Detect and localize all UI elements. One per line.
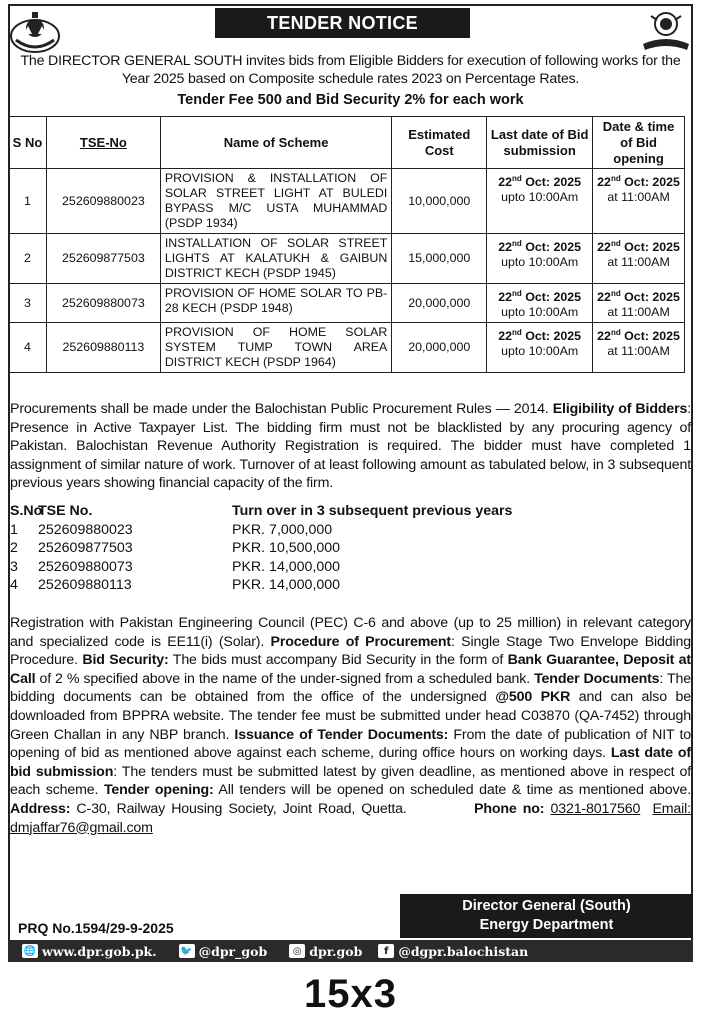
turnover-row (10, 576, 670, 595)
turnover-amount: PKR. 14,000,000 (232, 577, 341, 594)
twitter-icon: 🐦 (180, 945, 193, 957)
page-title: TENDER NOTICE (215, 8, 470, 38)
cell-tse: 252609880073 (46, 284, 160, 323)
cell-sno: 3 (9, 284, 47, 323)
submission-date: 22nd Oct: 2025 (498, 289, 582, 305)
cell-scheme: PROVISION OF HOME SOLAR TO PB-28 KECH (PSDP 1948) (160, 284, 391, 323)
header-scheme: Name of Scheme (160, 117, 391, 169)
signatory-title: Director General (South) (462, 898, 631, 914)
globe-icon: 🌐 (23, 945, 37, 957)
facebook-icon: f (378, 944, 394, 958)
cell-submission (487, 323, 593, 373)
opening-date: 22nd Oct: 2025 (597, 239, 680, 255)
cell-tse: 252609880023 (46, 169, 160, 234)
turnover-header-tse: TSE No. (38, 503, 93, 519)
turnover-sno: 4 (10, 577, 18, 594)
turnover-tse: 252609880113 (38, 577, 132, 594)
cell-cost: 20,000,000 (392, 284, 487, 323)
turnover-sno: 1 (10, 521, 18, 538)
signature-block (400, 894, 693, 938)
submission-time: upto 10:00Am (501, 305, 579, 320)
table-row (9, 234, 685, 284)
turnover-tse: 252609880023 (38, 521, 133, 538)
cell-scheme: INSTALLATION OF SOLAR STREET LIGHTS AT KALATUKH & GAIBUN DISTRICT KECH (PSDP 1945) (160, 234, 391, 284)
opening-date: 22nd Oct: 2025 (597, 174, 680, 190)
cell-submission (487, 234, 593, 284)
table-row (9, 284, 685, 323)
intro-text: The DIRECTOR GENERAL SOUTH invites bids from Eligible Bidders for execution of following works for the Year 2025 based on Composite schedule rates 2023 on Percentage Rates. (20, 53, 681, 87)
header-tse: TSE-No (46, 117, 160, 169)
cell-opening (593, 169, 685, 234)
provincial-emblem-icon (6, 6, 64, 56)
table-row (9, 323, 685, 373)
turnover-amount: PKR. 7,000,000 (232, 521, 333, 538)
turnover-header-sno: S.No (10, 503, 43, 519)
turnover-row (10, 539, 670, 558)
opening-time: at 11:00AM (607, 344, 670, 359)
procurement-paragraph: Registration with Pakistan Engineering Council (PEC) C-6 and above (up to 25 million) in relevant category and specialized code is EE11(i) (Solar). Procedure of Procurement: Single Stage Two Envelope Bidding Procedure. Bid Security: The bids must accompany Bid Security in the form of Bank Guarantee, Deposit at Call of 2 % specified above in the name of the under-signed from a scheduled bank. Tender Documents: The bidding documents can be obtained from the office of the undersigned @500 PKR and can also be downloaded from BPPRA website. The tender fee must be submitted under head C03870 (QA-7452) through Green Challan in any NBP branch. Issuance of Tender Documents: From the date of publication of NIT to opening of bid as mentioned above against each scheme, during office hours on working days. Last date of bid submission: The tenders must be submitted latest by given deadline, as mentioned above in respect of each scheme. Tender opening: All tenders will be opened on scheduled date & time as mentioned above. Address: C-30, Railway Housing Society, Joint Road, Quetta. Phone no: 0321-8017560 Email: dmjaffar76@gmail.com (10, 615, 691, 836)
cell-scheme: PROVISION OF HOME SOLAR SYSTEM TUMP TOWN AREA DISTRICT KECH (PSDP 1964) (160, 323, 391, 373)
header-sno: S No (9, 117, 47, 169)
turnover-header-amount: Turn over in 3 subsequent previous years (232, 503, 513, 519)
cell-scheme: PROVISION & INSTALLATION OF SOLAR STREET LIGHT AT BULEDI BYPASS M/C USTA MUHAMMAD (PSDP 1934) (160, 169, 391, 234)
fee-line: Tender Fee 500 and Bid Security 2% for each work (177, 92, 524, 108)
submission-time: upto 10:00Am (501, 190, 579, 205)
footer-instagram[interactable]: ◎ dpr.gob (289, 944, 362, 959)
submission-time: upto 10:00Am (501, 344, 579, 359)
works-table (8, 116, 685, 373)
cell-cost: 10,000,000 (392, 169, 487, 234)
turnover-tse: 252609877503 (38, 540, 133, 557)
footer-website[interactable]: 🌐 www.dpr.gob.pk. (23, 943, 157, 959)
social-footer (8, 940, 693, 962)
submission-date: 22nd Oct: 2025 (498, 174, 582, 190)
prq-number: PRQ No.1594/29-9-2025 (18, 920, 174, 936)
submission-date: 22nd Oct: 2025 (498, 239, 582, 255)
cell-sno: 1 (9, 169, 47, 234)
cell-tse: 252609877503 (46, 234, 160, 284)
turnover-row (10, 558, 670, 577)
submission-date: 22nd Oct: 2025 (498, 328, 582, 344)
footer-twitter[interactable]: 🐦 @dpr_gob (180, 943, 268, 959)
turnover-amount: PKR. 10,500,000 (232, 540, 341, 557)
phone-link[interactable]: 0321-8017560 (550, 800, 641, 817)
opening-time: at 11:00AM (607, 305, 670, 320)
cell-submission (487, 169, 593, 234)
eligibility-paragraph: Procurements shall be made under the Balochistan Public Procurement Rules — 2014. Eligibility of Bidders: Presence in Active Taxpayer List. The bidding firm must not be blacklisted by any procuring agency of Pakistan. Balochistan Revenue Authority Registration is required. The bidder must have completed 1 assignment of similar nature of work. Turnover of at least following amount as tabulated below, in 3 subsequent previous years showing financial capacity of the firm. (10, 401, 692, 492)
cell-opening (593, 323, 685, 373)
energy-department-emblem-icon (637, 6, 695, 56)
cell-tse: 252609880113 (46, 323, 160, 373)
cell-sno: 2 (9, 234, 47, 284)
opening-date: 22nd Oct: 2025 (597, 289, 680, 305)
opening-time: at 11:00AM (607, 190, 670, 205)
cell-cost: 15,000,000 (392, 234, 487, 284)
opening-date: 22nd Oct: 2025 (597, 328, 680, 344)
cell-opening (593, 284, 685, 323)
header-cost: Estimated Cost (392, 117, 487, 169)
turnover-tse: 252609880073 (38, 558, 133, 575)
opening-time: at 11:00AM (607, 255, 670, 270)
cell-opening (593, 234, 685, 284)
ad-size-label: 15x3 (304, 972, 397, 1016)
turnover-sno: 2 (10, 540, 18, 557)
footer-facebook[interactable]: f @dgpr.balochistan (378, 944, 528, 959)
turnover-table (10, 502, 670, 595)
turnover-sno: 3 (10, 558, 18, 575)
cell-cost: 20,000,000 (392, 323, 487, 373)
header-last-date: Last date of Bid submission (487, 117, 593, 169)
cell-sno: 4 (9, 323, 47, 373)
turnover-amount: PKR. 14,000,000 (232, 558, 341, 575)
table-header-row (9, 117, 685, 169)
email-link[interactable]: Email: dmjaffar76@gmail.com (10, 800, 691, 836)
table-row (9, 169, 685, 234)
cell-submission (487, 284, 593, 323)
header-opening: Date & time of Bid opening (593, 117, 685, 169)
turnover-header (10, 502, 670, 521)
submission-time: upto 10:00Am (501, 255, 579, 270)
signatory-department: Energy Department (479, 917, 614, 933)
instagram-icon: ◎ (289, 944, 305, 958)
turnover-row (10, 521, 670, 540)
